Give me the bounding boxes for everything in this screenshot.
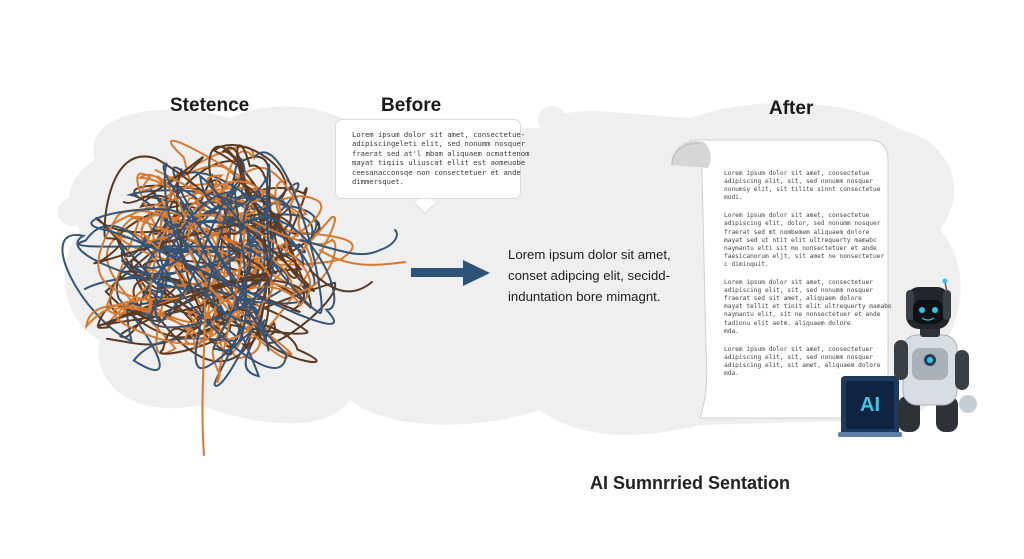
middle-sentence-line: Lorem ipsum dolor sit amet, (508, 247, 671, 262)
doc-line: adipiscing elit, sit amet, aliquaem dolore (724, 361, 881, 369)
doc-line: mda. (724, 327, 739, 335)
doc-line: mayat tellit et tinit elit ultrequerty mamabo (724, 303, 892, 311)
bubble-line: Lorem ipsum dolor sit amet, consectetue- (352, 130, 526, 139)
robot-icon (894, 279, 977, 433)
doc-line: Lorem ipsum dolor sit amet, consectetuer (724, 345, 874, 353)
doc-line: Lorem ipsum dolor sit amet, consectetue (724, 212, 870, 220)
sentence-label: Stetence (170, 95, 250, 116)
doc-line: mayat sed ut ntit elit ultrequerty mamabc (724, 236, 877, 244)
bubble-line: adipiscingeleti elit, sed nonumm nosquer (352, 139, 526, 149)
doc-paragraph (724, 279, 892, 336)
bubble-line: ceesanacconsqe non consectetuer et ande (352, 167, 521, 177)
middle-sentence (508, 244, 708, 307)
doc-line: fraerat sed sit amet, aliquaem dolore (724, 295, 862, 303)
doc-paragraph (724, 212, 885, 269)
doc-line: adipiscing elit, sit, sed nonumm nosquer (724, 353, 874, 361)
doc-line: Lorem ipsum dolor sit amet, consectetue (724, 170, 870, 177)
doc-line: Lorem ipsum dolor sit amet, consectetuer (724, 279, 874, 287)
middle-sentence-line: induntation bore mimagnt. (508, 289, 661, 304)
doc-line: tadionu elit aetm. aliquaem dolore (724, 319, 851, 327)
doc-line: naymantu elit, sit ne nonsectetuer et ande (724, 311, 881, 319)
doc-line: naymantu elti sit mo nonsectetuer et ande (724, 244, 877, 252)
after-document-text (724, 170, 892, 388)
doc-line: fraerat sed mt nombemem aliquaem dolore (724, 228, 870, 236)
doc-paragraph (724, 345, 881, 378)
bubble-line: mayat tiqiis uliuscat ellit est aomeuobe (352, 158, 526, 168)
doc-line: nonumsy elit, sit tilite sinnt consectetue (724, 186, 881, 194)
doc-line: faesicanorum eljt, sit amet ne nonsectetuer (724, 252, 885, 260)
doc-paragraph (724, 170, 881, 202)
before-label: Before (381, 95, 442, 116)
doc-line: adipiscing elit, sit, sed nonumm nosquer (724, 178, 874, 186)
caption-label: AI Sumnrried Sentation (590, 473, 791, 493)
tablet-text: AI (860, 394, 880, 416)
before-speech-bubble (336, 120, 530, 198)
middle-sentence-line: conset adipcing elit, secidd- (508, 268, 671, 283)
doc-line: c diminquit. (724, 260, 769, 268)
bubble-line: fraerat sed at'l mbam aliquaem ocmattenom (352, 148, 530, 158)
doc-line: mda. (724, 369, 739, 377)
doc-line: adipiscing elit, sit, sed nonumm nosquer (724, 287, 874, 295)
doc-line: adipiscing elit, dolor, sed nonumm nosquer (724, 220, 881, 228)
after-label: After (769, 98, 814, 119)
bubble-line: dimmersquet. (352, 177, 404, 187)
doc-line: modi. (724, 194, 743, 202)
